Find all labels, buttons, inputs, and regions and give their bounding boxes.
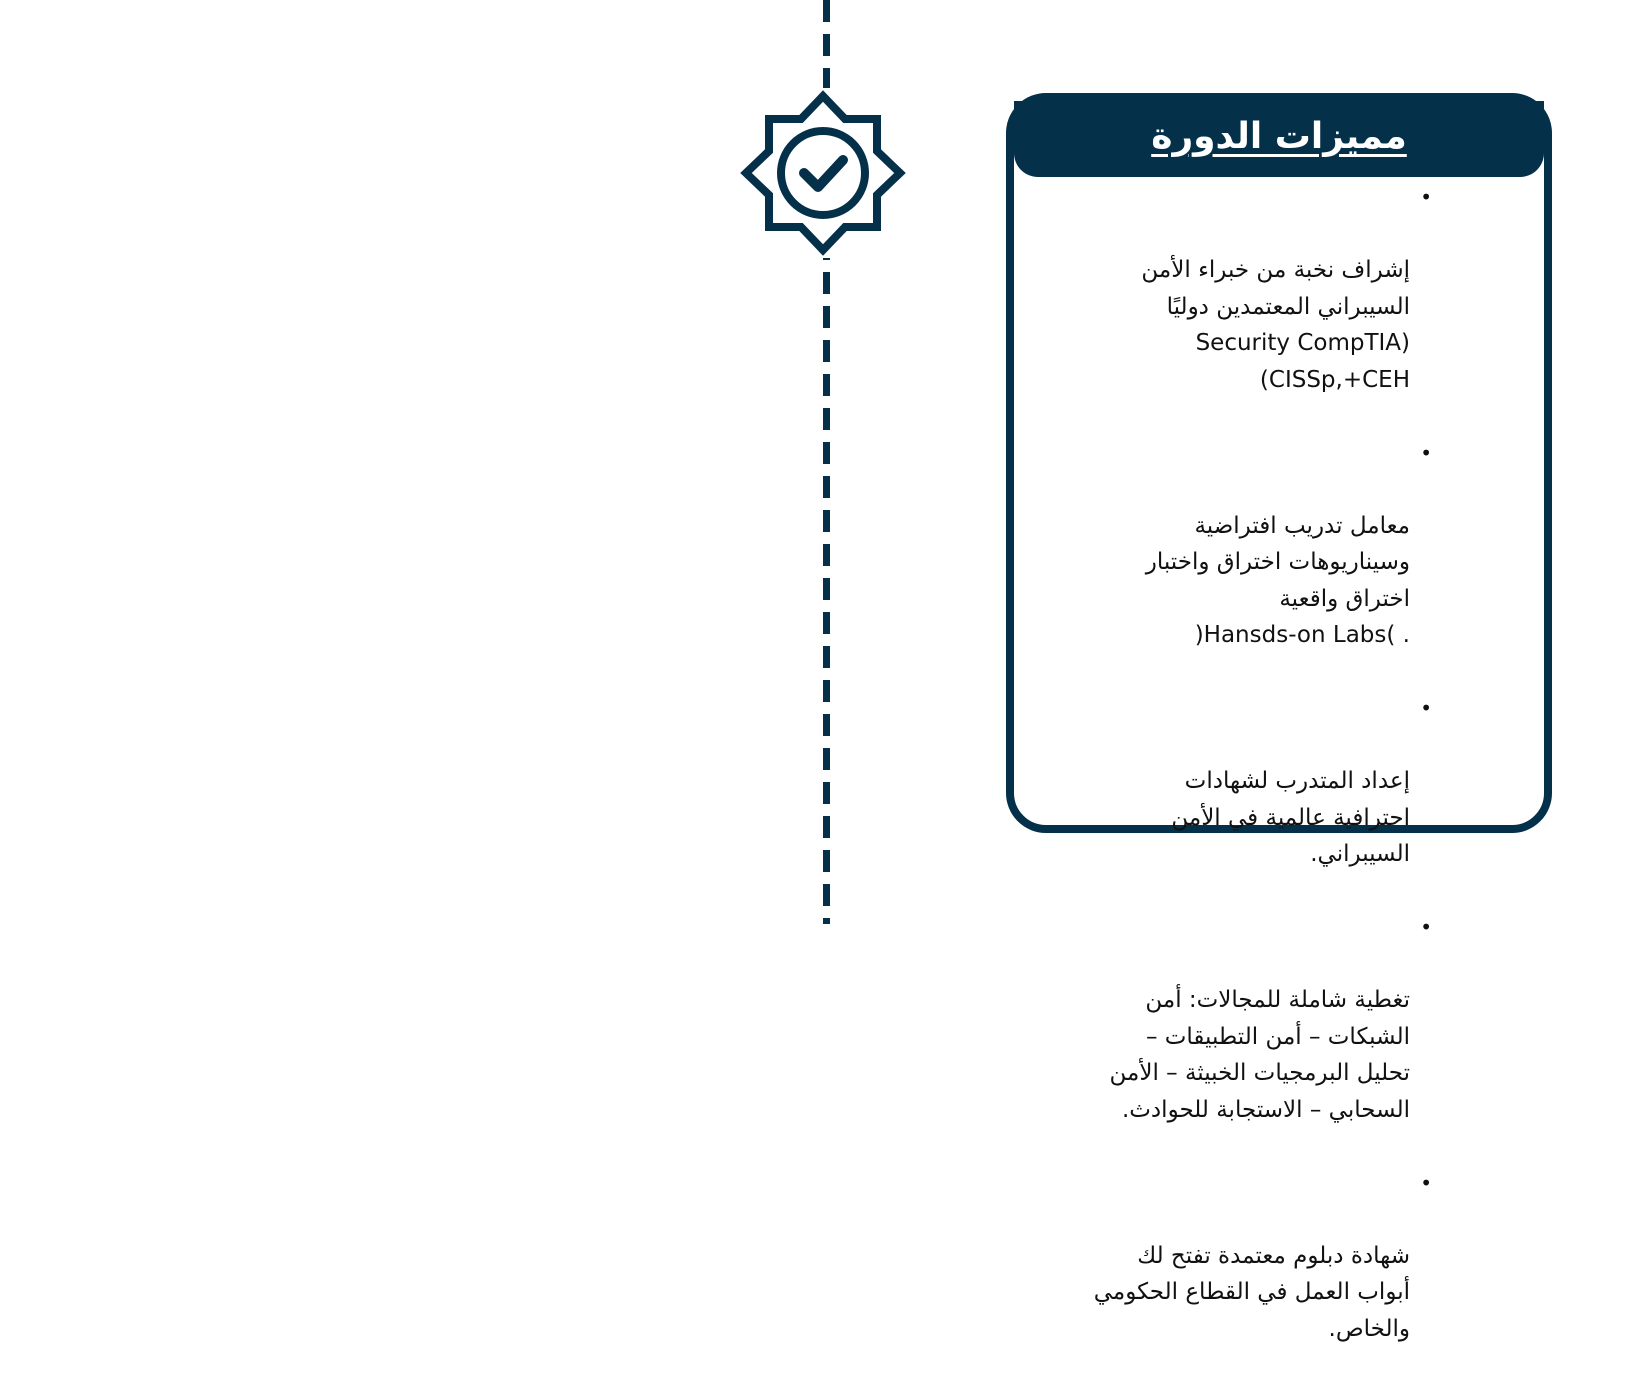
card-title: مميزات الدورة (1151, 115, 1407, 157)
list-item-text: شهادة دبلوم معتمدة تفتح لك أبواب العمل في القطاع الحكومي والخاص. (1093, 1242, 1410, 1342)
bullet-icon: • (1420, 440, 1432, 465)
list-item (1040, 1165, 1432, 1384)
bullet-icon: • (1420, 915, 1432, 939)
bullet-icon: • (1420, 1170, 1432, 1195)
course-features-card (1006, 93, 1552, 1342)
card-header (1014, 101, 1544, 177)
badge-star-shape (738, 88, 908, 258)
list-item (1040, 179, 1432, 435)
list-item-text: إعداد المتدرب لشهادات احترافية عالمية في الأمن السيبراني. (1171, 768, 1410, 867)
list-item (1040, 909, 1432, 1165)
list-item-text: تغطية شاملة للمجالات: أمن الشبكات – أمن التطبيقات – تحليل البرمجيات الخبيثة – الأمن السحابي – الاستجابة للحوادث. (1109, 987, 1410, 1123)
features-list (1040, 179, 1432, 1384)
checkmark-icon (804, 160, 843, 187)
list-item-text: إشراف نخبة من خبراء الأمن السيبراني المعتمدين دوليًا Security CompTIA) (CISSp,+CEH (1141, 257, 1410, 393)
list-item (1040, 435, 1432, 691)
list-item-text: معامل تدريب افتراضية وسيناريوهات اختراق واختبار اختراق واقعية (Hansds-on Labs) . (1145, 512, 1410, 648)
list-item (1040, 690, 1432, 909)
bullet-icon: • (1420, 696, 1432, 720)
verified-badge-icon (738, 88, 908, 258)
bullet-icon: • (1420, 185, 1432, 209)
